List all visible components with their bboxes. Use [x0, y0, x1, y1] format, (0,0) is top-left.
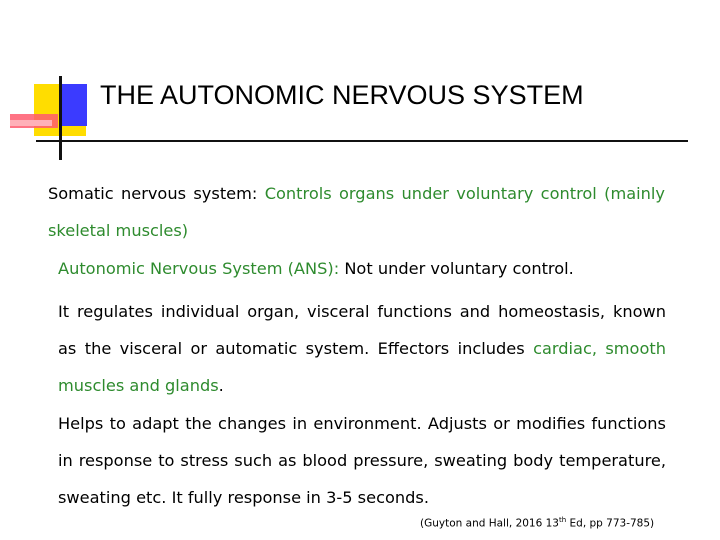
ans-term: Autonomic Nervous System (ANS):: [58, 259, 340, 278]
somatic-term: Somatic nervous system:: [48, 184, 258, 203]
citation: [420, 516, 654, 530]
title-underline: [36, 140, 688, 142]
effectors-text: cardiac, smooth muscles and glands: [58, 339, 666, 395]
regulates-paragraph: [58, 293, 666, 404]
citation-pre: (Guyton and Hall, 2016 13: [420, 517, 559, 530]
adapt-paragraph: [58, 405, 666, 516]
citation-sup: th: [559, 516, 567, 524]
somatic-paragraph: [48, 175, 665, 249]
adapt-text: Helps to adapt the changes in environment. Adjusts or modifies functions in response to stress such as blood pressure, sweating body temperature, sweating etc. It fully response in 3-5 seconds.: [58, 414, 666, 507]
citation-post: Ed, pp 773-785): [566, 517, 655, 530]
somatic-text: Controls organs under voluntary control (mainly skeletal muscles): [48, 184, 665, 240]
decor-vertical-line: [59, 76, 62, 160]
ans-paragraph: [58, 250, 666, 287]
slide-title: THE AUTONOMIC NERVOUS SYSTEM: [100, 80, 584, 110]
regulates-end: .: [218, 376, 224, 395]
ans-text: Not under voluntary control.: [344, 259, 574, 278]
regulates-text: It regulates individual organ, visceral functions and homeostasis, known as the visceral or automatic system. Effectors includes: [58, 302, 666, 358]
decor-blue-square: [60, 84, 87, 126]
decor-pink-bar: [10, 120, 52, 126]
